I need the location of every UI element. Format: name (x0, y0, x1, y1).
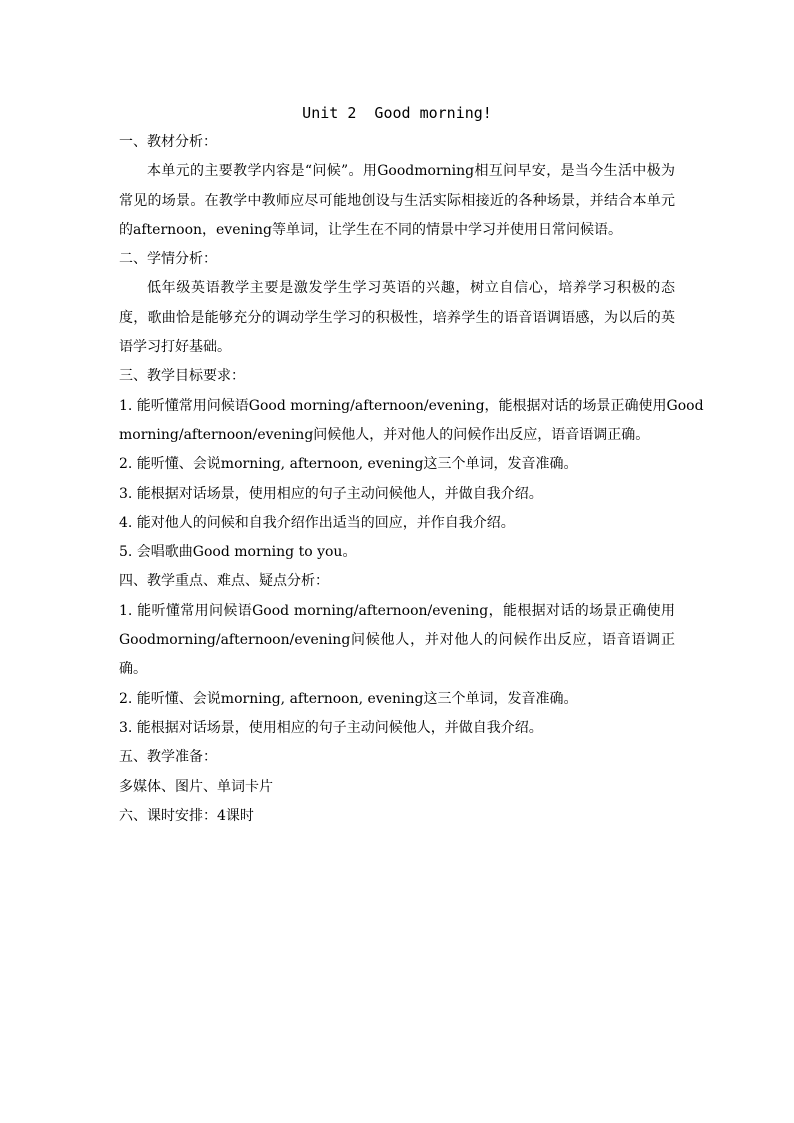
objective-item-4: 4. 能对他人的问候和自我介绍作出适当的回应，并作自我介绍。 (119, 514, 515, 531)
preparation-body: 多媒体、图片、单词卡片 (119, 778, 273, 795)
section-heading-preparation: 五、教学准备： (119, 749, 217, 766)
section-heading-key-points: 四、教学重点、难点、疑点分析： (119, 573, 329, 590)
objective-item-3: 3. 能根据对话场景，使用相应的句子主动问候他人，并做自我介绍。 (119, 485, 543, 502)
document-title: Unit 2 Good morning! (302, 104, 492, 122)
textbook-analysis-paragraph: 本单元的主要教学内容是“问候”。用Goodmorning相互问早安，是当今生活中极为常见的场景。在教学中教师应尽可能地创设与生活实际相接近的各种场景，并结合本单元的afternoon，evening等单词，让学生在不同的情景中学习并使用日常问候语。 (119, 163, 675, 238)
section-heading-textbook-analysis: 一、教材分析： (119, 134, 217, 150)
objective-item-2: 2. 能听懂、会说morning, afternoon, evening这三个单词，发音准确。 (119, 456, 578, 473)
section-heading-student-analysis: 二、学情分析： (119, 251, 217, 268)
document-content (119, 98, 704, 831)
student-analysis-paragraph: 低年级英语教学主要是激发学生学习英语的兴趣，树立自信心，培养学习积极的态度，歌曲恰是能够充分的调动学生学习的积极性，培养学生的语音语调语感，为以后的英语学习打好基础。 (119, 280, 675, 356)
objective-item-1-line-a: 1. 能听懂常用问候语Good morning/afternoon/evening，能根据对话的场景正确使用Good (119, 397, 704, 414)
section-heading-teaching-objectives: 三、教学目标要求： (119, 368, 245, 385)
key-point-item-1: 1. 能听懂常用问候语Good morning/afternoon/evening，能根据对话的场景正确使用Goodmorning/afternoon/evening问候他人，并对他人的问候作出反应，语音语调正确。 (119, 602, 675, 678)
key-point-item-2: 2. 能听懂、会说morning, afternoon, evening这三个单词，发音准确。 (119, 690, 578, 707)
key-point-item-3: 3. 能根据对话场景，使用相应的句子主动问候他人，并做自我介绍。 (119, 719, 543, 736)
section-heading-schedule: 六、课时安排：4课时 (119, 807, 254, 824)
objective-item-1-line-b: morning/afternoon/evening问候他人，并对他人的问候作出反应，语音语调正确。 (119, 426, 650, 443)
objective-item-5: 5. 会唱歌曲Good morning to you。 (119, 544, 357, 561)
